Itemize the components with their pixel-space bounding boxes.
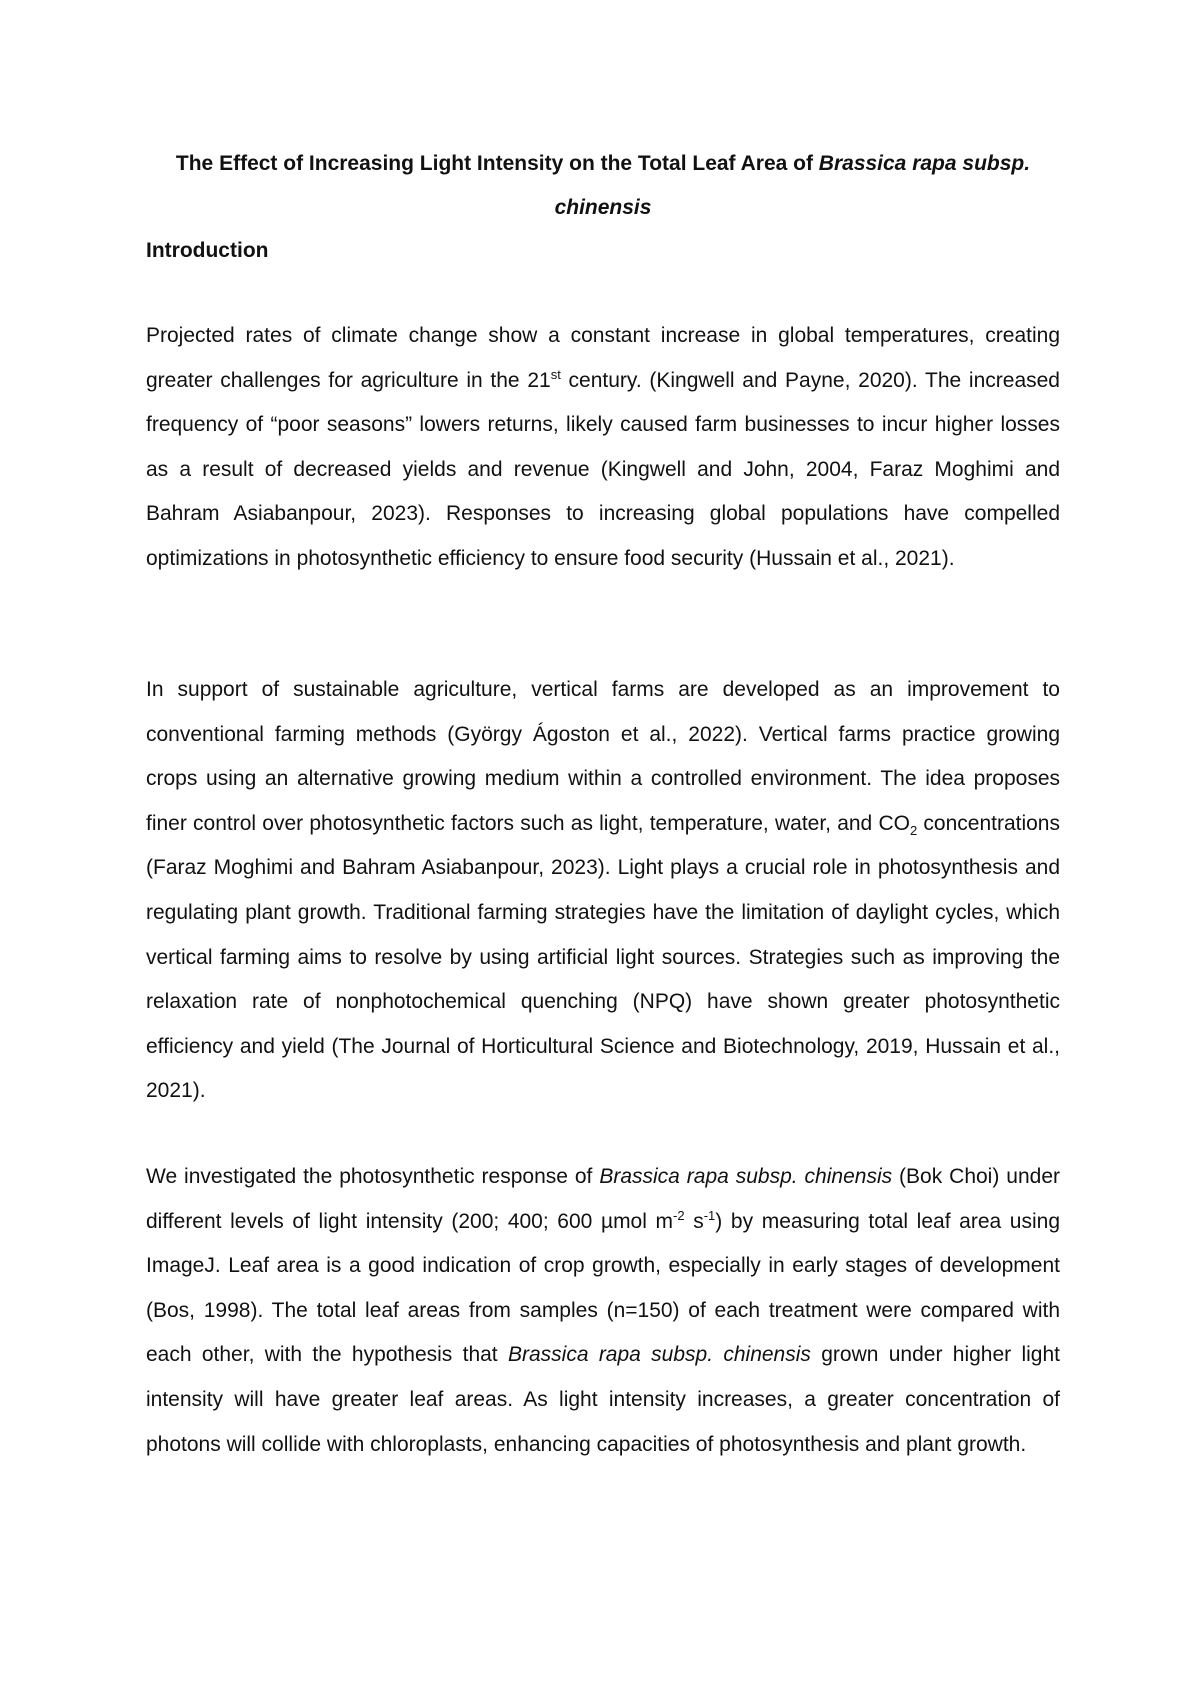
paragraph-text: ) by measuring total leaf area using ImageJ. Leaf area is a good indication of crop growth, especially in early stages of development (Bos, 1998). The total leaf areas from samples (n=150) of each treatment were compared with each other, with the hypothesis that xyxy=(146,1209,1060,1367)
title-text: The Effect of Increasing Light Intensity on the Total Leaf Area of xyxy=(175,152,819,175)
species-name: Brassica rapa subsp. chinensis xyxy=(507,1343,811,1367)
paragraph-text: (Bok Choi) under different levels of light intensity (200; 400; 600 µmol m xyxy=(146,1165,1060,1233)
paragraph-text: We investigated the photosynthetic response of xyxy=(146,1165,600,1188)
paragraph-text: Projected rates of climate change show a constant increase in global temperatures, creating greater challenges for agriculture in the 21 xyxy=(146,324,1060,392)
paragraph-text: s xyxy=(684,1209,704,1233)
section-heading-introduction: Introduction xyxy=(146,239,269,262)
document-title xyxy=(146,142,1060,230)
superscript: st xyxy=(550,366,561,382)
title-species: Brassica rapa subsp. chinensis xyxy=(554,152,1031,219)
superscript: -2 xyxy=(673,1207,685,1223)
paragraph-climate-change xyxy=(146,314,1060,582)
paragraph-text: concentrations (Faraz Moghimi and Bahram Asiabanpour, 2023). Light plays a crucial role in photosynthesis and regulating plant growth. Traditional farming strategies have the limitation of daylight cycles, which vertical farming aims to resolve by using artificial light sources. Strategies such as improving the relaxation rate of nonphotochemical quenching (NPQ) have shown greater photosynthetic efficiency and yield (The Journal of Horticultural Science and Biotechnology, 2019, Hussain et al., 2021). xyxy=(146,811,1060,1103)
subscript: 2 xyxy=(909,822,918,838)
paragraph-investigation xyxy=(146,1155,1060,1467)
paragraph-text: grown under higher light intensity will have greater leaf areas. As light intensity increases, a greater concentration of photons will collide with chloroplasts, enhancing capacities of photosynthesis and plant growth. xyxy=(146,1343,1060,1456)
paragraph-text: In support of sustainable agriculture, vertical farms are developed as an improvement to conventional farming methods (György Ágoston et al., 2022). Vertical farms practice growing crops using an alternative growing medium within a controlled environment. The idea proposes finer control over photosynthetic factors such as light, temperature, water, and CO xyxy=(146,678,1060,835)
paragraph-text: century. (Kingwell and Payne, 2020). The increased frequency of “poor seasons” lowers returns, likely caused farm businesses to incur higher losses as a result of decreased yields and revenue (Kingwell and John, 2004, Faraz Moghimi and Bahram Asiabanpour, 2023). Responses to increasing global populations have compelled optimizations in photosynthetic efficiency to ensure food security (Hussain et al., 2021). xyxy=(146,368,1060,570)
species-name: Brassica rapa subsp. chinensis xyxy=(599,1165,893,1188)
superscript: -1 xyxy=(703,1207,716,1223)
paragraph-vertical-farms xyxy=(146,668,1060,1114)
